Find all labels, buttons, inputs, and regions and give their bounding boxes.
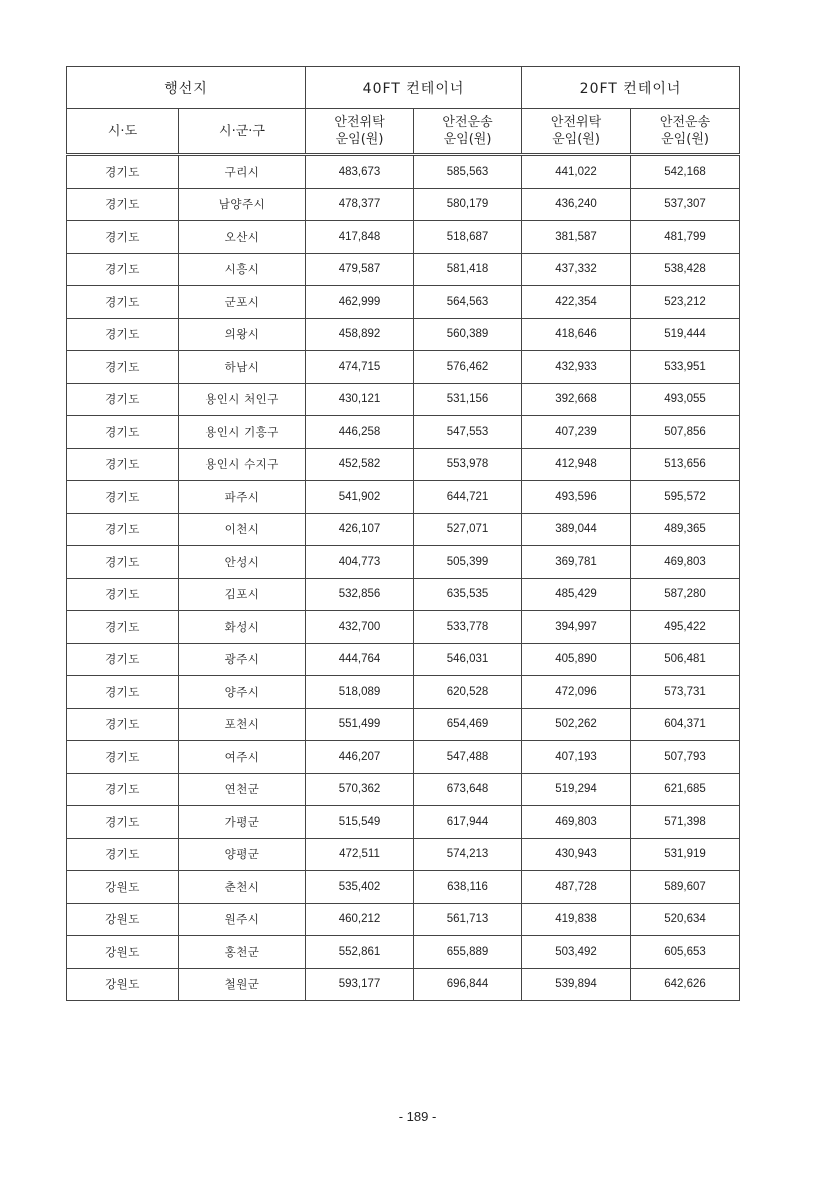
ft40-transport-cell: 560,389 [414,318,522,351]
city-cell: 양주시 [179,676,306,709]
city-cell: 홍천군 [179,936,306,969]
city-cell: 의왕시 [179,318,306,351]
ft20-consignment-cell: 430,943 [522,838,631,871]
ft40-transport-cell: 574,213 [414,838,522,871]
ft20-consignment-cell: 369,781 [522,546,631,579]
city-cell: 광주시 [179,643,306,676]
ft20-transport-cell: 571,398 [631,806,740,839]
header-40ft-consignment-rate [306,109,414,155]
ft40-transport-cell: 531,156 [414,383,522,416]
ft40-consignment-cell: 417,848 [306,221,414,254]
header-city: 시·군·구 [179,109,306,155]
ft40-consignment-cell: 518,089 [306,676,414,709]
ft40-consignment-cell: 458,892 [306,318,414,351]
freight-rate-table [66,66,740,1001]
ft40-transport-cell: 527,071 [414,513,522,546]
city-cell: 화성시 [179,611,306,644]
ft40-transport-cell: 553,978 [414,448,522,481]
table-row [67,676,740,709]
ft40-transport-cell: 696,844 [414,968,522,1001]
city-cell: 철원군 [179,968,306,1001]
ft20-transport-cell: 507,793 [631,741,740,774]
ft40-transport-cell: 635,535 [414,578,522,611]
province-cell: 강원도 [67,903,179,936]
ft20-transport-cell: 489,365 [631,513,740,546]
province-cell: 경기도 [67,221,179,254]
ft40-transport-cell: 638,116 [414,871,522,904]
table-row [67,155,740,189]
city-cell: 남양주시 [179,188,306,221]
ft40-consignment-cell: 483,673 [306,155,414,189]
ft20-transport-cell: 533,951 [631,351,740,384]
table-row [67,546,740,579]
province-cell: 경기도 [67,741,179,774]
ft20-transport-cell: 495,422 [631,611,740,644]
ft20-transport-cell: 506,481 [631,643,740,676]
ft20-consignment-cell: 407,239 [522,416,631,449]
province-cell: 경기도 [67,351,179,384]
ft20-consignment-cell: 485,429 [522,578,631,611]
header-line: 안전위탁 [550,115,602,130]
ft20-consignment-cell: 432,933 [522,351,631,384]
table-row [67,351,740,384]
table-row [67,643,740,676]
ft40-consignment-cell: 446,207 [306,741,414,774]
header-line: 안전운송 [442,115,493,130]
city-cell: 오산시 [179,221,306,254]
ft20-consignment-cell: 392,668 [522,383,631,416]
ft20-transport-cell: 538,428 [631,253,740,286]
page-number: - 189 - [398,1109,437,1124]
ft40-consignment-cell: 593,177 [306,968,414,1001]
ft20-transport-cell: 542,168 [631,155,740,189]
province-cell: 경기도 [67,416,179,449]
ft20-consignment-cell: 405,890 [522,643,631,676]
ft20-consignment-cell: 389,044 [522,513,631,546]
ft40-consignment-cell: 552,861 [306,936,414,969]
ft20-consignment-cell: 472,096 [522,676,631,709]
ft40-transport-cell: 546,031 [414,643,522,676]
ft40-consignment-cell: 515,549 [306,806,414,839]
ft20-consignment-cell: 437,332 [522,253,631,286]
table-row [67,611,740,644]
ft20-transport-cell: 523,212 [631,286,740,319]
table-row [67,871,740,904]
ft20-transport-cell: 531,919 [631,838,740,871]
ft40-transport-cell: 585,563 [414,155,522,189]
ft20-transport-cell: 573,731 [631,676,740,709]
ft40-consignment-cell: 460,212 [306,903,414,936]
ft20-transport-cell: 507,856 [631,416,740,449]
ft20-consignment-cell: 502,262 [522,708,631,741]
ft40-transport-cell: 505,399 [414,546,522,579]
table-row [67,903,740,936]
table-row [67,188,740,221]
ft20-transport-cell: 520,634 [631,903,740,936]
table-row [67,936,740,969]
ft40-transport-cell: 655,889 [414,936,522,969]
ft20-transport-cell: 595,572 [631,481,740,514]
ft40-transport-cell: 644,721 [414,481,522,514]
ft20-consignment-cell: 412,948 [522,448,631,481]
province-cell: 경기도 [67,546,179,579]
ft40-transport-cell: 576,462 [414,351,522,384]
ft40-consignment-cell: 452,582 [306,448,414,481]
ft40-transport-cell: 547,553 [414,416,522,449]
ft40-consignment-cell: 472,511 [306,838,414,871]
city-cell: 용인시 기흥구 [179,416,306,449]
header-line: 운임(원) [661,132,709,147]
ft40-transport-cell: 547,488 [414,741,522,774]
header-destination: 행선지 [67,67,306,109]
city-cell: 연천군 [179,773,306,806]
province-cell: 경기도 [67,286,179,319]
ft20-consignment-cell: 407,193 [522,741,631,774]
city-cell: 김포시 [179,578,306,611]
ft40-consignment-cell: 430,121 [306,383,414,416]
province-cell: 경기도 [67,448,179,481]
table-row [67,806,740,839]
city-cell: 원주시 [179,903,306,936]
table-row [67,708,740,741]
city-cell: 군포시 [179,286,306,319]
ft20-consignment-cell: 441,022 [522,155,631,189]
table-row [67,741,740,774]
province-cell: 경기도 [67,643,179,676]
ft40-transport-cell: 673,648 [414,773,522,806]
ft20-transport-cell: 589,607 [631,871,740,904]
table-row [67,578,740,611]
ft40-consignment-cell: 535,402 [306,871,414,904]
city-cell: 안성시 [179,546,306,579]
table-row [67,416,740,449]
table-row [67,968,740,1001]
table-row [67,286,740,319]
province-cell: 경기도 [67,383,179,416]
table-row [67,513,740,546]
ft40-consignment-cell: 444,764 [306,643,414,676]
ft40-transport-cell: 580,179 [414,188,522,221]
ft20-consignment-cell: 469,803 [522,806,631,839]
ft20-transport-cell: 481,799 [631,221,740,254]
ft20-consignment-cell: 419,838 [522,903,631,936]
province-cell: 경기도 [67,513,179,546]
province-cell: 경기도 [67,708,179,741]
ft20-consignment-cell: 487,728 [522,871,631,904]
ft20-consignment-cell: 418,646 [522,318,631,351]
table-row [67,253,740,286]
province-cell: 강원도 [67,871,179,904]
province-cell: 강원도 [67,936,179,969]
ft40-transport-cell: 581,418 [414,253,522,286]
header-line: 운임(원) [443,132,492,147]
ft40-transport-cell: 620,528 [414,676,522,709]
city-cell: 춘천시 [179,871,306,904]
province-cell: 경기도 [67,838,179,871]
table-row [67,481,740,514]
table-row [67,318,740,351]
ft20-transport-cell: 604,371 [631,708,740,741]
ft40-transport-cell: 561,713 [414,903,522,936]
province-cell: 경기도 [67,806,179,839]
table-body [67,155,740,1001]
city-cell: 가평군 [179,806,306,839]
city-cell: 시흥시 [179,253,306,286]
ft20-consignment-cell: 539,894 [522,968,631,1001]
province-cell: 경기도 [67,611,179,644]
city-cell: 파주시 [179,481,306,514]
ft40-transport-cell: 564,563 [414,286,522,319]
ft40-consignment-cell: 446,258 [306,416,414,449]
table-row [67,448,740,481]
ft20-transport-cell: 605,653 [631,936,740,969]
ft40-transport-cell: 617,944 [414,806,522,839]
ft40-transport-cell: 518,687 [414,221,522,254]
ft20-consignment-cell: 493,596 [522,481,631,514]
city-cell: 이천시 [179,513,306,546]
header-province: 시·도 [67,109,179,155]
header-line: 운임(원) [552,132,600,147]
city-cell: 양평군 [179,838,306,871]
ft40-consignment-cell: 426,107 [306,513,414,546]
ft20-transport-cell: 537,307 [631,188,740,221]
city-cell: 여주시 [179,741,306,774]
table-row [67,838,740,871]
ft40-consignment-cell: 551,499 [306,708,414,741]
ft40-consignment-cell: 474,715 [306,351,414,384]
city-cell: 용인시 처인구 [179,383,306,416]
ft20-transport-cell: 587,280 [631,578,740,611]
province-cell: 경기도 [67,773,179,806]
ft20-transport-cell: 519,444 [631,318,740,351]
city-cell: 하남시 [179,351,306,384]
ft20-consignment-cell: 394,997 [522,611,631,644]
ft40-consignment-cell: 570,362 [306,773,414,806]
header-line: 운임(원) [335,132,384,147]
ft20-transport-cell: 493,055 [631,383,740,416]
header-20ft-container: 20FT 컨테이너 [522,67,740,109]
ft20-consignment-cell: 519,294 [522,773,631,806]
header-20ft-transport-rate [631,109,740,155]
ft20-consignment-cell: 436,240 [522,188,631,221]
ft40-consignment-cell: 432,700 [306,611,414,644]
province-cell: 경기도 [67,188,179,221]
ft20-transport-cell: 621,685 [631,773,740,806]
ft20-consignment-cell: 381,587 [522,221,631,254]
city-cell: 용인시 수지구 [179,448,306,481]
ft40-consignment-cell: 462,999 [306,286,414,319]
ft40-transport-cell: 654,469 [414,708,522,741]
header-40ft-transport-rate [414,109,522,155]
province-cell: 경기도 [67,155,179,189]
header-row-groups [67,67,740,109]
ft20-consignment-cell: 503,492 [522,936,631,969]
header-40ft-container: 40FT 컨테이너 [306,67,522,109]
province-cell: 경기도 [67,578,179,611]
ft40-consignment-cell: 541,902 [306,481,414,514]
city-cell: 포천시 [179,708,306,741]
header-20ft-consignment-rate [522,109,631,155]
province-cell: 경기도 [67,318,179,351]
header-line: 안전운송 [659,115,711,130]
header-row-columns [67,109,740,155]
city-cell: 구리시 [179,155,306,189]
ft20-transport-cell: 642,626 [631,968,740,1001]
ft40-consignment-cell: 532,856 [306,578,414,611]
province-cell: 경기도 [67,481,179,514]
ft40-consignment-cell: 479,587 [306,253,414,286]
ft20-transport-cell: 469,803 [631,546,740,579]
table-row [67,221,740,254]
province-cell: 경기도 [67,676,179,709]
ft40-consignment-cell: 478,377 [306,188,414,221]
ft20-consignment-cell: 422,354 [522,286,631,319]
province-cell: 강원도 [67,968,179,1001]
table-header [67,67,740,155]
header-line: 안전위탁 [334,115,385,130]
ft20-transport-cell: 513,656 [631,448,740,481]
province-cell: 경기도 [67,253,179,286]
table-row [67,383,740,416]
ft40-transport-cell: 533,778 [414,611,522,644]
table-row [67,773,740,806]
ft40-consignment-cell: 404,773 [306,546,414,579]
